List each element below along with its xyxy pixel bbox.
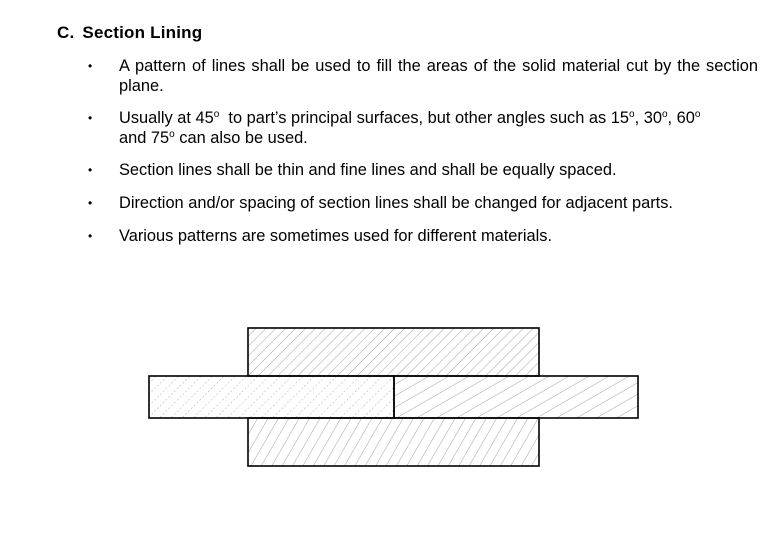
bullet-text: A pattern of lines shall be used to fill the areas of the solid material cut by the section plane. bbox=[119, 57, 758, 95]
degree-mark: o bbox=[213, 109, 220, 120]
bullet-text: Various patterns are sometimes used for different materials. bbox=[119, 227, 553, 245]
bullet-icon: • bbox=[88, 111, 93, 125]
text-run: , 30 bbox=[634, 109, 662, 127]
middle-left-bar bbox=[149, 376, 394, 418]
degree-mark: o bbox=[169, 129, 175, 140]
degree-mark: o bbox=[661, 109, 668, 120]
text-run: , 60 bbox=[667, 109, 695, 127]
bullet-icon: • bbox=[88, 59, 93, 73]
section-letter: C. bbox=[57, 23, 75, 42]
top-plate bbox=[248, 328, 539, 376]
text-run: to part’s principal surfaces, but other angles such as 15 bbox=[219, 109, 630, 127]
bullet-text: Section lines shall be thin and fine lines and shall be equally spaced. bbox=[119, 161, 617, 179]
degree-mark: o bbox=[694, 109, 701, 120]
text-run: can also be used. bbox=[174, 129, 308, 147]
degree-mark: o bbox=[629, 109, 635, 120]
bullet-icon: • bbox=[88, 196, 93, 210]
bottom-plate bbox=[248, 418, 539, 466]
bullet-icon: • bbox=[88, 163, 93, 177]
text-run: Usually at 45 bbox=[119, 109, 214, 127]
bullet-text: Direction and/or spacing of section lines shall be changed for adjacent parts. bbox=[119, 194, 673, 212]
bullet-icon: • bbox=[88, 229, 93, 243]
text-run: and 75 bbox=[119, 129, 170, 147]
middle-right-bar bbox=[394, 376, 638, 418]
section-title: Section Lining bbox=[82, 23, 203, 42]
